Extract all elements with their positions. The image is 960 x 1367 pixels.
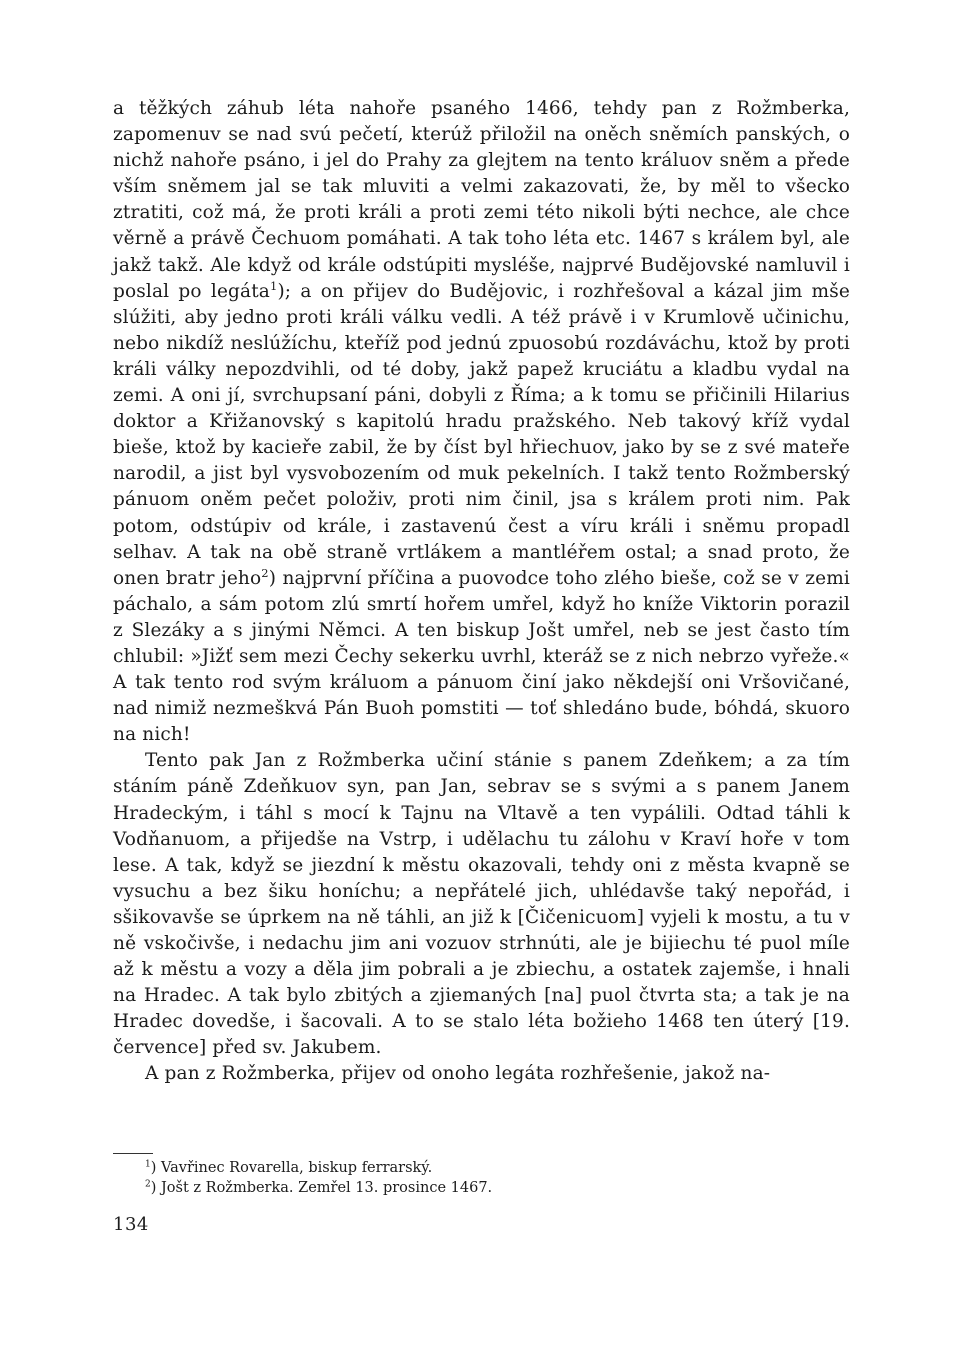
paragraph bbox=[113, 96, 850, 748]
footnote-mark: 2 bbox=[145, 1179, 151, 1190]
page-number: 134 bbox=[113, 1214, 149, 1235]
paragraph bbox=[113, 748, 850, 1061]
footnote-reference: 1 bbox=[269, 278, 278, 293]
body-text bbox=[113, 96, 850, 1088]
footnote-rule bbox=[113, 1153, 153, 1154]
paragraph-text: ) najprvní příčina a puovodce toho zlého bieše, což se v zemi páchalo, a sám potom zlú smrtí hořem umřel, když ho kníže Viktorin porazil z Slezáky a s jinými Němci. A ten biskup Jošt umřel, neb se jest často tím chlubil: »Jižť sem mezi Čechy sekerku uvrhl, kteráž se z nich nebrzo vyřeže.« A tak tento rod svým králuom a pánuom činí jako někdejší oni Vršovičané, nad nimiž nezmeškvá Pán Buoh pomstiti — toť shledáno bude, bóhdá, skuoro na nich! bbox=[113, 567, 850, 746]
footnote bbox=[145, 1158, 665, 1178]
footnote-text: ) Jošt z Rožmberka. Zemřel 13. prosince 1467. bbox=[150, 1180, 493, 1196]
paragraph-text: Tento pak Jan z Rožmberka učiní stánie s panem Zdeňkem; a za tím stáním páně Zdeňkuov syn, pan Jan, sebrav se s svými a s panem Janem Hradeckým, i táhl s mocí k Tajnu na Vltavě a ten vypálili. Odtad táhli k Vodňanuom, a přijedše na Vstrp, i udělachu tu zálohu v Kraví hoře v tom lese. A tak, když se jiezdní k městu okazovali, tehdy oni z města kvapně se vysuchu a bez šiku honíchu; a nepřátelé jich, uhlédavše taký nepořád, i sšikovavše se úprkem na ně táhli, an již k [Čičenicuom] vyjeli k mostu, a tu v ně vskočivše, i nedachu jim ani vozuov strhnúti, ale je bijiechu té puol míle až k městu a vozy a děla jim pobrali a je zbiechu, a ostatek zajemše, i hnali na Hradec. A tak bylo zbitých a zjiemaných [na] puol čtvrta sta; a tak je na Hradec dovedše, i šacovali. A to se stalo léta božieho 1468 ten úterý [19. července] před sv. Jakubem. bbox=[113, 750, 850, 1059]
paragraph bbox=[113, 1061, 850, 1087]
footnote-reference: 2 bbox=[261, 565, 269, 580]
paragraph-text: ); a on přijev do Budějovic, i rozhřešoval a kázal jim mše slúžiti, aby jedno proti králi válku vedli. A též právě i v Krumlově učinichu, nebo nikdíž neslúžíchu, kteříž pod jednú zpuosobú rozdáváchu, ktož by proti králi války nepozdvihli, od té doby, jakž papež kruciátu a kladbu vydal na zemi. A oni jí, svrchupsaní páni, dobyli z Říma; a k tomu se přičinili Hilarius doktor a Křižanovský s kapitolú hradu pražského. Neb takový kříž vydal bieše, ktož by kacieře zabil, že by číst byl hřiechuov, jako by se z své mateře narodil, a jist byl vysvobozením od muk pekelních. I takž tento Rožmberský pánuom oněm pečet položiv, proti nim činil, jsa s králem proti nim. Pak potom, odstúpiv od krále, i zastavenú čest a víru králi i sněmu propadl selhav. A tak na obě straně vrtlákem a mantléřem ostal; a snad proto, že onen bratr jeho bbox=[113, 280, 850, 589]
paragraph-text: a těžkých záhub léta nahoře psaného 1466, tehdy pan z Rožmberka, zapomenuv se nad svú pečetí, kterúž přiložil na oněch sněmích panských, o nichž nahoře psáno, i jel do Prahy za glejtem na tento králuov sněm a přede vším sněmem jal se tak mluviti a velmi zakazovati, že, by měl to všecko ztratiti, což má, že proti králi a proti zemi této nikoli býti nechce, ale chce věrně a právě Čechuom pomáhati. A tak toho léta etc. 1467 s králem byl, ale jakž takž. Ale když od krále odstúpiti mysléše, najprvé Budějovské namluvil i poslal po legáta bbox=[113, 98, 850, 302]
footnote-text: ) Vavřinec Rovarella, biskup ferrarský. bbox=[150, 1160, 433, 1176]
footnote bbox=[145, 1178, 665, 1198]
footnotes bbox=[145, 1158, 665, 1198]
paragraph-text: A pan z Rožmberka, přijev od onoho legáta rozhřešenie, jakož na- bbox=[145, 1063, 771, 1085]
footnote-mark: 1 bbox=[145, 1159, 151, 1170]
